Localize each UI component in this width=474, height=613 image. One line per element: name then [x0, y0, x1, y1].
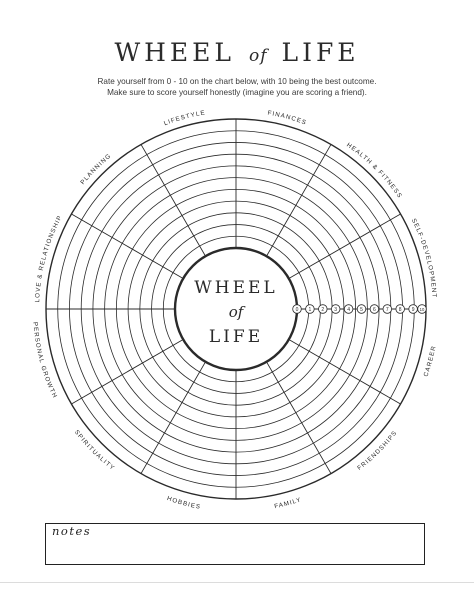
center-title-of: of [228, 303, 244, 321]
category-label: SPIRITUALITY [72, 428, 117, 473]
instruction-line-2: Make sure to score yourself honestly (imagine you are scoring a friend). [107, 88, 367, 97]
category-label: CAREER [422, 344, 438, 378]
scale-marker-label: 2 [321, 307, 325, 313]
wheel-spoke [267, 144, 332, 256]
category-label: SELF-DEVELOPMENT [409, 217, 438, 299]
wheel-spoke [267, 362, 332, 474]
center-title-life: LIFE [208, 327, 264, 347]
category-label: LOVE & RELATIONSHIP [34, 213, 65, 303]
wheel-spoke [141, 362, 206, 474]
notes-box[interactable] [45, 523, 425, 565]
scale-marker-label: 10 [419, 307, 425, 312]
title-life: LIFE [281, 38, 360, 67]
scale-marker-label: 0 [295, 307, 299, 313]
scale-marker-label: 8 [398, 307, 402, 313]
wheel-spoke [289, 340, 401, 405]
scale-marker-label: 9 [411, 307, 415, 313]
center-title-wheel: WHEEL [194, 278, 278, 298]
scale-marker-label: 6 [373, 307, 376, 313]
wheel-spoke [71, 214, 183, 279]
category-label: PERSONAL GROWTH [31, 321, 59, 400]
scale-marker-label: 5 [360, 307, 363, 313]
instruction-line-1: Rate yourself from 0 - 10 on the chart below, with 10 being the best outcome. [97, 77, 377, 86]
footer-divider [0, 582, 474, 583]
wheel-spoke [289, 214, 401, 279]
wheel-spoke [71, 340, 183, 405]
category-label: FAMILY [273, 496, 303, 511]
notes-label: notes [52, 524, 92, 538]
category-label: HOBBIES [165, 495, 202, 511]
category-label: HEALTH & FITNESS [345, 141, 404, 200]
scale-marker-label: 7 [385, 307, 389, 313]
title-of: of [249, 46, 268, 66]
category-label: LIFESTYLE [162, 109, 207, 128]
category-label: PLANNING [79, 152, 114, 187]
wheel-spoke [141, 144, 206, 256]
scale-marker-label: 4 [347, 307, 350, 313]
scale-marker-label: 3 [334, 307, 338, 313]
category-label: FRIENDSHIPS [356, 429, 399, 472]
scale-marker-label: 1 [308, 307, 312, 313]
title-wheel: WHEEL [114, 38, 236, 67]
category-label: FINANCES [267, 109, 308, 127]
